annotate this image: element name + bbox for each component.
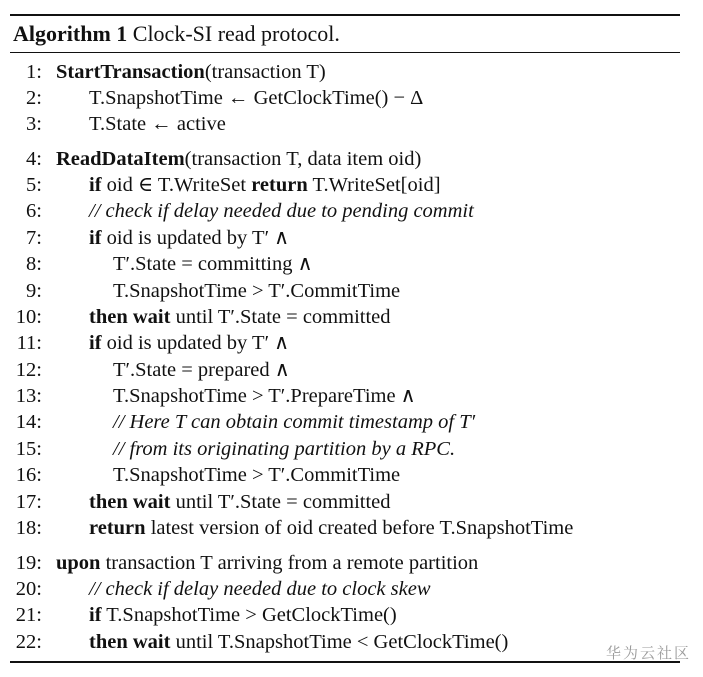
line-number: 9:	[26, 280, 42, 302]
keyword: StartTransaction	[56, 61, 205, 83]
line-number: 15:	[15, 438, 42, 460]
comment: // check if delay needed due to pending commit	[89, 200, 474, 222]
algorithm-label: Algorithm 1	[13, 21, 128, 46]
line-code	[89, 85, 423, 111]
keyword: if	[89, 227, 102, 249]
line-code	[113, 278, 400, 304]
algorithm-header	[10, 16, 680, 52]
code-text: until T.SnapshotTime < GetClockTime()	[170, 631, 509, 653]
algorithm-box	[10, 14, 680, 653]
line-number: 20:	[15, 578, 42, 600]
code-text: oid ∈ T.WriteSet	[101, 174, 252, 196]
line-code	[56, 59, 326, 85]
line-number: 16:	[15, 464, 42, 486]
algorithm-title: Clock-SI read protocol.	[132, 21, 340, 46]
line-code	[56, 550, 478, 576]
line-code	[113, 357, 290, 383]
line-number: 14:	[15, 411, 42, 433]
line-code	[89, 602, 397, 628]
code-text: oid is updated by T′ ∧	[101, 227, 290, 249]
line-code	[89, 489, 391, 515]
comment: // from its originating partition by a RPC.	[113, 438, 456, 460]
line-number: 11:	[16, 332, 42, 354]
line-code	[113, 436, 455, 462]
keyword: if	[89, 174, 102, 196]
line-code	[89, 629, 508, 655]
line-code	[89, 225, 289, 251]
keyword: ReadDataItem	[56, 148, 185, 170]
code-text: T′.State = committing ∧	[113, 253, 313, 275]
keyword: then wait	[89, 491, 171, 513]
line-code	[89, 304, 391, 330]
line-code	[113, 251, 313, 277]
bottom-rule	[10, 661, 680, 663]
comment: // Here T can obtain commit timestamp of T′	[113, 411, 476, 433]
line-number: 21:	[15, 604, 42, 626]
keyword: if	[89, 332, 102, 354]
code-text: (transaction T)	[204, 61, 326, 83]
code-text: oid is updated by T′ ∧	[101, 332, 290, 354]
code-text: T.State ← active	[89, 113, 226, 135]
line-number: 8:	[26, 253, 42, 275]
line-number: 1:	[26, 61, 42, 83]
line-number: 17:	[15, 491, 42, 513]
code-text: T.SnapshotTime > T′.CommitTime	[113, 464, 401, 486]
line-number: 2:	[26, 87, 42, 109]
line-number: 3:	[26, 113, 42, 135]
code-text: T.WriteSet[oid]	[307, 174, 441, 196]
line-code	[56, 146, 421, 172]
line-code	[89, 172, 441, 198]
line-code	[89, 111, 226, 137]
code-text: T.SnapshotTime ← GetClockTime() − Δ	[89, 87, 424, 109]
line-number: 5:	[26, 174, 42, 196]
line-number: 4:	[26, 148, 42, 170]
code-text: until T′.State = committed	[170, 306, 391, 328]
code-text: T.SnapshotTime > T′.PrepareTime ∧	[113, 385, 416, 407]
line-number: 7:	[26, 227, 42, 249]
code-text: T.SnapshotTime > GetClockTime()	[101, 604, 397, 626]
line-number: 10:	[15, 306, 42, 328]
line-number: 12:	[15, 359, 42, 381]
header-rule	[10, 52, 680, 53]
keyword: then wait	[89, 306, 171, 328]
line-code	[89, 576, 431, 602]
keyword: return	[89, 517, 146, 539]
comment: // check if delay needed due to clock skew	[89, 578, 431, 600]
code-text: T.SnapshotTime > T′.CommitTime	[113, 280, 401, 302]
keyword: upon	[56, 552, 101, 574]
keyword: if	[89, 604, 102, 626]
code-text: (transaction T, data item oid)	[184, 148, 422, 170]
line-code	[113, 462, 400, 488]
line-number: 22:	[15, 631, 42, 653]
line-code	[89, 198, 474, 224]
keyword: return	[251, 174, 308, 196]
line-number: 19:	[15, 552, 42, 574]
code-text: latest version of oid created before T.SnapshotTime	[145, 517, 574, 539]
line-number: 6:	[26, 200, 42, 222]
keyword: then wait	[89, 631, 171, 653]
line-number: 13:	[15, 385, 42, 407]
line-code	[113, 409, 475, 435]
code-text: until T′.State = committed	[170, 491, 391, 513]
code-text: transaction T arriving from a remote partition	[100, 552, 479, 574]
code-text: T′.State = prepared ∧	[113, 359, 290, 381]
watermark: 华为云社区	[605, 644, 691, 662]
line-code	[113, 383, 416, 409]
line-code	[89, 515, 573, 541]
line-code	[89, 330, 289, 356]
line-number: 18:	[15, 517, 42, 539]
